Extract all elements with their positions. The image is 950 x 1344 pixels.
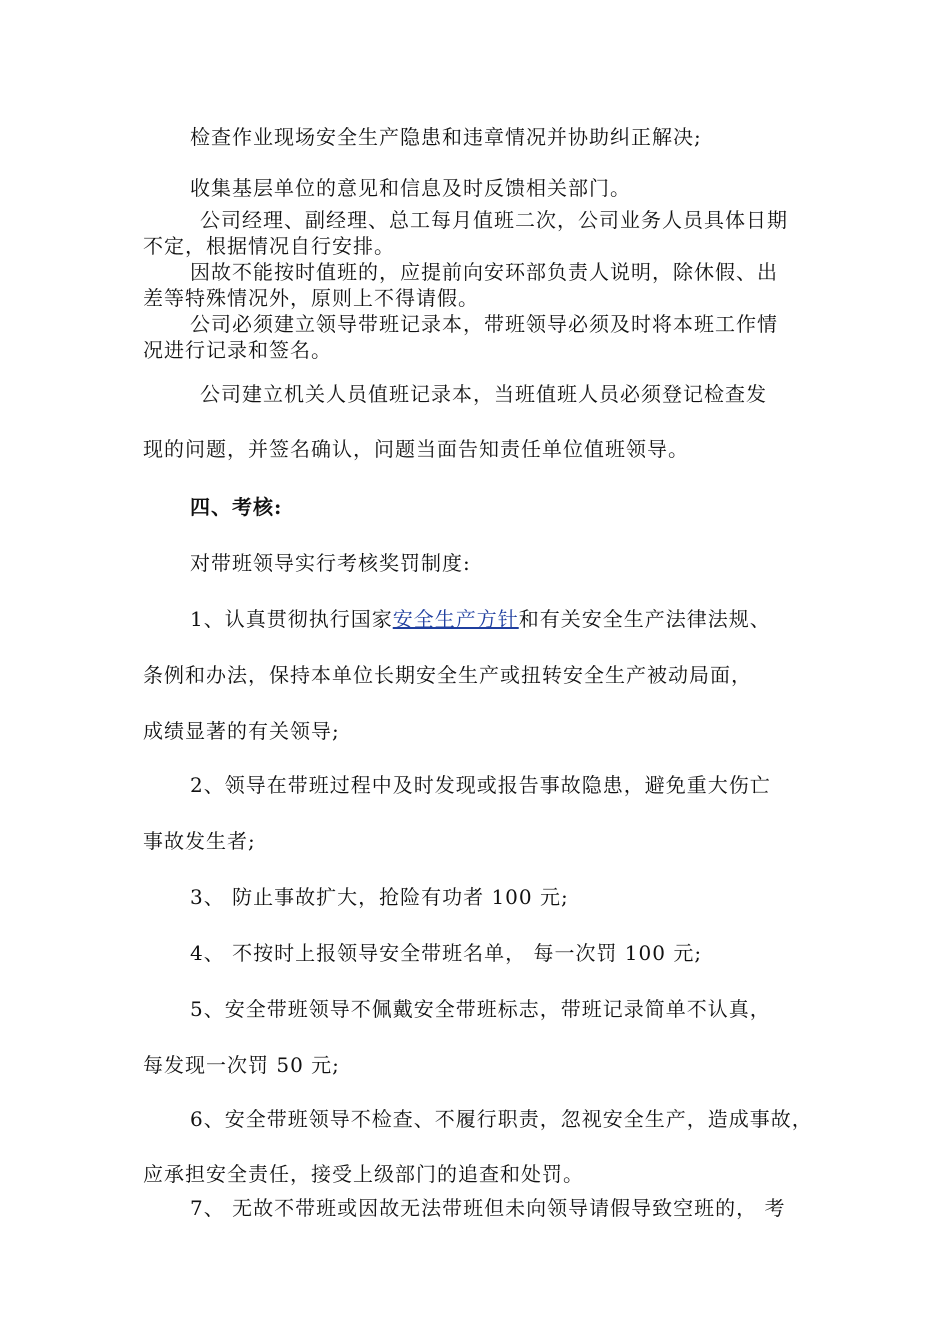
paragraph-leave-line2: 差等特殊情况外，原则上不得请假。 xyxy=(143,286,479,310)
paragraph-staff-record-line1: 公司建立机关人员值班记录本，当班值班人员必须登记检查发 xyxy=(200,382,767,406)
assessment-intro: 对带班领导实行考核奖罚制度: xyxy=(190,551,471,575)
item-6-line2: 应承担安全责任，接受上级部门的追查和处罚。 xyxy=(143,1162,584,1186)
safety-policy-link[interactable]: 安全生产方针 xyxy=(392,607,519,631)
paragraph-record-book-line2: 况进行记录和签名。 xyxy=(143,338,332,362)
item-5-line2: 每发现一次罚 50 元; xyxy=(143,1053,340,1077)
item-1-line1 xyxy=(190,606,771,632)
paragraph-inspection: 检查作业现场安全生产隐患和违章情况并协助纠正解决; xyxy=(190,125,702,149)
paragraph-duty-schedule-line1: 公司经理、副经理、总工每月值班二次，公司业务人员具体日期 xyxy=(200,208,788,232)
paragraph-staff-record-line2: 现的问题，并签名确认，问题当面告知责任单位值班领导。 xyxy=(143,437,689,461)
item-1-line2: 条例和办法，保持本单位长期安全生产或扭转安全生产被动局面， xyxy=(143,663,752,687)
item-7-line1: 7、 无故不带班或因故无法带班但未向领导请假导致空班的， 考 xyxy=(190,1196,786,1220)
paragraph-leave-line1: 因故不能按时值班的，应提前向安环部负责人说明，除休假、出 xyxy=(190,260,778,284)
section-heading-assessment: 四、考核: xyxy=(190,495,283,519)
item-1-suffix: 和有关安全生产法律法规、 xyxy=(518,607,771,631)
item-3: 3、 防止事故扩大，抢险有功者 100 元; xyxy=(190,885,569,909)
item-5-line1: 5、安全带班领导不佩戴安全带班标志，带班记录简单不认真， xyxy=(190,997,771,1021)
item-2-line2: 事故发生者; xyxy=(143,829,256,853)
item-6-line1: 6、安全带班领导不检查、不履行职责，忽视安全生产，造成事故， xyxy=(190,1107,813,1131)
paragraph-record-book-line1: 公司必须建立领导带班记录本，带班领导必须及时将本班工作情 xyxy=(190,312,778,336)
item-1-prefix: 1、认真贯彻执行国家 xyxy=(190,607,393,631)
paragraph-duty-schedule-line2: 不定，根据情况自行安排。 xyxy=(143,234,395,258)
item-2-line1: 2、领导在带班过程中及时发现或报告事故隐患，避免重大伤亡 xyxy=(190,773,771,797)
item-4: 4、 不按时上报领导安全带班名单， 每一次罚 100 元; xyxy=(190,941,703,965)
item-1-line3: 成绩显著的有关领导; xyxy=(143,719,340,743)
paragraph-feedback: 收集基层单位的意见和信息及时反馈相关部门。 xyxy=(190,176,631,200)
